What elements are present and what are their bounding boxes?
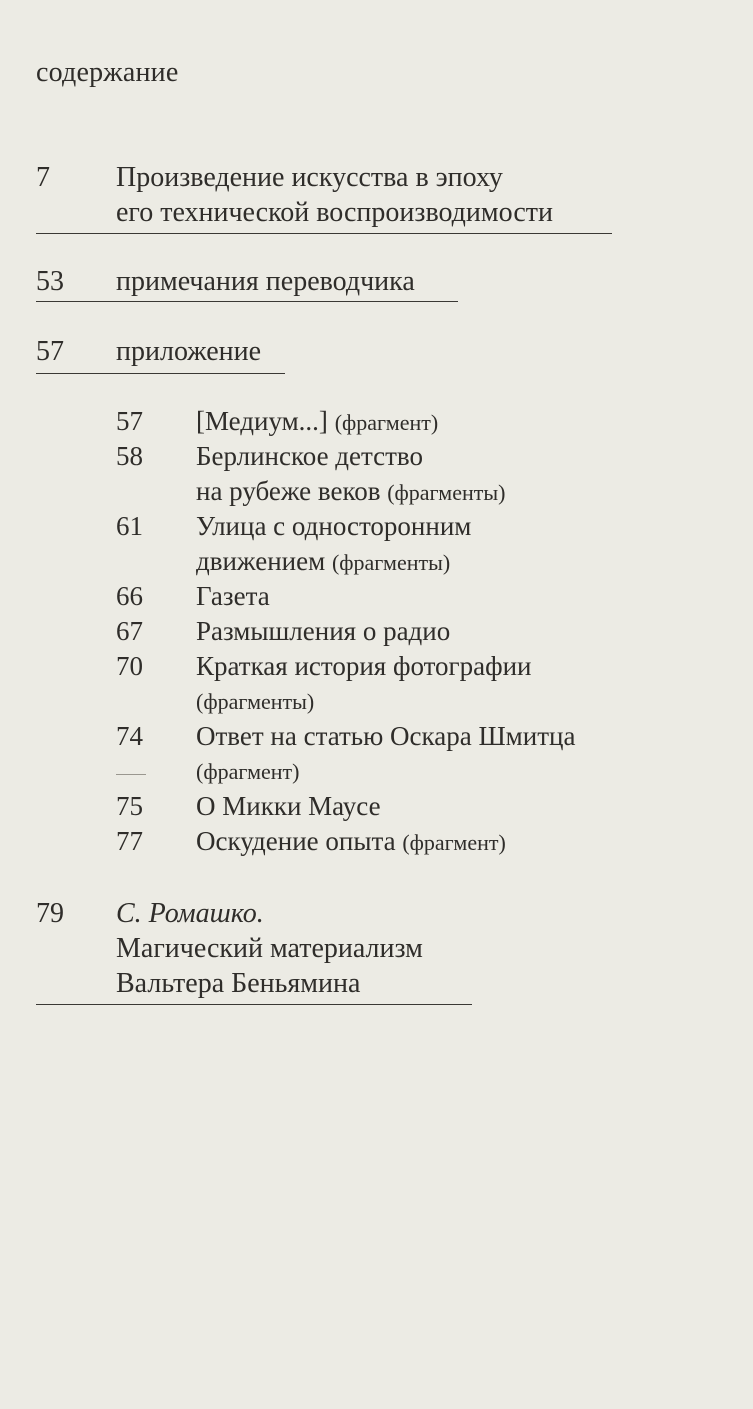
page-number: 75 <box>116 791 143 821</box>
page-number: 7 <box>36 162 50 193</box>
subentry-title-text: на рубеже веков <box>196 476 381 506</box>
entry-title-line: его технической воспроизводимости <box>116 197 553 228</box>
subentry-title <box>196 614 450 649</box>
subentry-title <box>196 579 270 614</box>
page-number: 70 <box>116 651 143 681</box>
subentry-title <box>196 439 505 510</box>
entry-title <box>116 264 415 299</box>
page-number: 79 <box>36 898 64 929</box>
subentry-note: (фрагмент) <box>334 410 439 435</box>
subentry-title-text: Газета <box>196 581 270 611</box>
stray-mark <box>116 774 146 775</box>
entry-title-line: примечания переводчика <box>116 266 415 297</box>
subentry-note: (фрагменты) <box>387 480 506 505</box>
entry-title-line: приложение <box>116 336 262 367</box>
subentry-note: (фрагмент) <box>196 759 300 784</box>
subentry-title-text: Оскудение опыта <box>196 826 396 856</box>
page-number: 74 <box>116 721 143 751</box>
subentry-title-text: Берлинское детство <box>196 441 423 471</box>
page-number: 58 <box>116 441 143 471</box>
subentry-title <box>196 649 531 719</box>
page-number: 66 <box>116 581 143 611</box>
subentry-title <box>196 719 575 789</box>
subentry-title-text: О Микки Маусе <box>196 791 381 821</box>
entry-underline <box>36 301 458 302</box>
subentry-title <box>196 404 438 440</box>
entry-title-line: Вальтера Беньямина <box>116 968 361 999</box>
page-number: 67 <box>116 616 143 646</box>
page-number: 53 <box>36 266 64 297</box>
page-number: 77 <box>116 826 143 856</box>
subentry-title-text: [Медиум...] <box>196 406 328 436</box>
subentry-note: (фрагмент) <box>402 830 506 855</box>
page-number: 61 <box>116 511 143 541</box>
entry-title-line: Магический материализм <box>116 933 423 964</box>
entry-underline <box>36 233 612 234</box>
subentry-title <box>196 509 471 580</box>
entry-title <box>116 334 261 369</box>
entry-underline <box>36 373 285 374</box>
page-number: 57 <box>36 336 64 367</box>
subentry-title-text: Ответ на статью Оскара Шмитца <box>196 721 576 751</box>
afterword-author: С. Ромашко. <box>116 898 264 929</box>
subentry-title-text: Размышления о радио <box>196 616 451 646</box>
toc-heading: содержание <box>36 57 179 88</box>
subentry-title-text: движением <box>196 546 326 576</box>
subentry-note: (фрагменты) <box>331 550 451 575</box>
subentry-title-text: Улица с односторонним <box>196 511 472 541</box>
entry-title-line: Произведение искусства в эпоху <box>116 162 503 193</box>
subentry-title-text: Краткая история фотографии <box>196 651 532 681</box>
subentry-title <box>196 789 381 824</box>
entry-title <box>116 160 553 230</box>
subentry-note: (фрагменты) <box>196 689 315 714</box>
subentry-title <box>196 824 506 860</box>
page-number: 57 <box>116 406 143 436</box>
entry-underline <box>36 1004 472 1005</box>
entry-title <box>116 896 423 1001</box>
